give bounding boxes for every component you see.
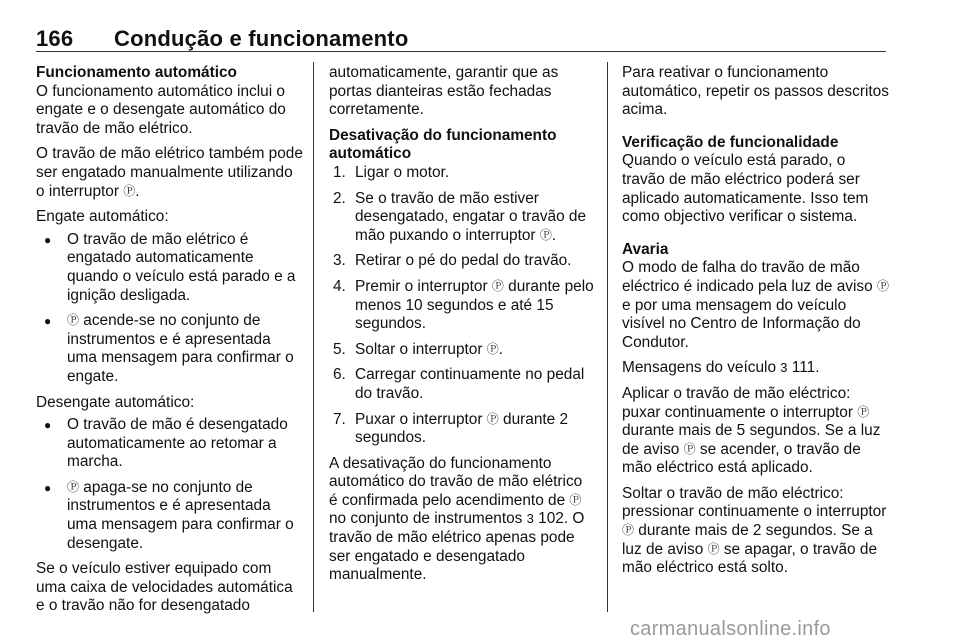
paragraph: automaticamente, garantir que as portas dianteiras estão fechadas corretamente. bbox=[329, 64, 559, 119]
bullet-list bbox=[36, 231, 304, 387]
text: Ligar o motor. bbox=[355, 163, 450, 181]
section-heading: Avaria bbox=[622, 240, 669, 258]
paragraph: O funcionamento automático inclui o engate e o desengate automático do travão de mão elétrico. bbox=[36, 82, 286, 137]
text: durante mais de 5 segundos. Se a luz de aviso bbox=[622, 422, 881, 458]
text: Soltar o interruptor bbox=[355, 340, 487, 358]
step-number: 5. bbox=[333, 340, 346, 358]
step-number: 4. bbox=[333, 277, 346, 295]
list-item bbox=[329, 190, 595, 246]
paragraph: Quando o veículo está parado, o travão de mão eléctrico poderá ser aplicado automaticamente. Isso tem como objectivo verificar o sistema. bbox=[622, 152, 869, 226]
column-divider-2 bbox=[607, 62, 608, 612]
text: e por uma mensagem do veículo visível no Centro de Informação do Condutor. bbox=[622, 296, 861, 351]
text: O modo de falha do travão de mão eléctrico é indicado pela luz de aviso bbox=[622, 259, 877, 295]
list-item bbox=[329, 341, 595, 360]
park-brake-lamp-icon: Ⓟ bbox=[683, 441, 696, 456]
step-number: 6. bbox=[333, 366, 346, 384]
park-brake-icon: Ⓟ bbox=[123, 183, 136, 198]
list-item bbox=[329, 164, 595, 183]
page-number: 166 bbox=[36, 26, 74, 51]
watermark: carmanualsonline.info bbox=[630, 618, 831, 640]
text: acende-se no conjunto de instrumentos e é apresentada uma mensagem para confirmar o engate. bbox=[67, 312, 294, 385]
text: durante mais de 2 segundos. Se a luz de aviso bbox=[622, 522, 873, 558]
list-item bbox=[36, 479, 304, 553]
paragraph bbox=[36, 145, 304, 201]
page-title: Condução e funcionamento bbox=[114, 26, 409, 51]
text: durante pelo menos 10 segundos e até 15 segundos. bbox=[355, 277, 594, 333]
text: Carregar continuamente no pedal do travão. bbox=[355, 366, 585, 402]
step-number: 3. bbox=[333, 252, 346, 270]
list-item bbox=[36, 312, 304, 386]
text: Se o travão de mão estiver desengatado, engatar o travão de mão puxando o interruptor bbox=[355, 189, 587, 244]
step-number: 2. bbox=[333, 189, 346, 207]
text: Mensagens do veículo bbox=[622, 359, 781, 377]
text: se apagar, o travão de mão eléctrico está solto. bbox=[622, 540, 878, 577]
list-item: ● O travão de mão elétrico é engatado automaticamente quando o veículo está parado e a ignição desligada. bbox=[36, 231, 304, 305]
text: Soltar o travão de mão eléctrico: pressionar continuamente o interruptor bbox=[622, 484, 887, 521]
list-item bbox=[329, 366, 595, 403]
park-brake-icon: Ⓟ bbox=[539, 227, 552, 242]
text: . bbox=[551, 226, 557, 244]
paragraph bbox=[622, 485, 890, 578]
page-header bbox=[36, 26, 408, 52]
page-ref-arrow-icon: 3 bbox=[780, 360, 788, 376]
page-ref[interactable]: 102 bbox=[538, 510, 564, 528]
park-brake-icon: Ⓟ bbox=[491, 278, 504, 293]
park-brake-icon: Ⓟ bbox=[486, 341, 499, 356]
paragraph bbox=[622, 385, 890, 478]
section-heading: Verificação de funcionalidade bbox=[622, 133, 839, 151]
text: . bbox=[815, 359, 820, 377]
park-brake-lamp-icon: Ⓟ bbox=[707, 541, 720, 556]
page-ref[interactable]: 111 bbox=[791, 359, 816, 377]
text: no conjunto de instrumentos bbox=[329, 510, 527, 528]
text: O travão de mão elétrico também pode ser engatado manualmente utilizando o interruptor bbox=[36, 145, 303, 200]
park-brake-icon: Ⓟ bbox=[486, 411, 499, 426]
text: . bbox=[498, 340, 504, 358]
column-1 bbox=[36, 64, 304, 623]
list-item bbox=[329, 252, 595, 271]
text: Retirar o pé do pedal do travão. bbox=[355, 252, 572, 270]
list-item: ● O travão de mão é desengatado automaticamente ao retomar a marcha. bbox=[36, 416, 304, 472]
text: Premir o interruptor bbox=[355, 277, 492, 295]
column-divider-1 bbox=[313, 62, 314, 612]
park-brake-icon: Ⓟ bbox=[622, 523, 635, 538]
text: durante 2 segundos. bbox=[355, 410, 569, 447]
park-brake-lamp-icon: Ⓟ bbox=[67, 479, 80, 494]
park-brake-lamp-icon: Ⓟ bbox=[67, 313, 80, 328]
auto-off-lamp-icon: Ⓟ bbox=[569, 492, 582, 507]
text: se acender, o travão de mão eléctrico está aplicado. bbox=[622, 440, 861, 477]
list-item bbox=[329, 278, 595, 334]
list-item bbox=[329, 411, 595, 448]
text: . O travão de mão elétrico apenas pode ser engatado e desengatado manualmente. bbox=[329, 510, 585, 584]
step-number: 1. bbox=[333, 163, 346, 181]
numbered-list bbox=[329, 164, 595, 448]
text: apaga-se no conjunto de instrumentos e é apresentada uma mensagem para confirmar o desengate. bbox=[67, 478, 294, 552]
paragraph: Para reativar o funcionamento automático, repetir os passos descritos acima. bbox=[622, 64, 889, 119]
text: Puxar o interruptor bbox=[355, 410, 487, 428]
bullet-list bbox=[36, 416, 304, 553]
section-heading: Desativação do funcionamento automático bbox=[329, 126, 557, 163]
column-3 bbox=[622, 64, 890, 585]
section-heading: Funcionamento automático bbox=[36, 64, 237, 81]
paragraph bbox=[622, 359, 890, 378]
text: A desativação do funcionamento automático do travão de mão elétrico é confirmada pelo acendimento de bbox=[329, 454, 583, 509]
text: . bbox=[135, 182, 140, 200]
paragraph bbox=[622, 259, 890, 352]
paragraph: Engate automático: bbox=[36, 208, 169, 226]
text: Aplicar o travão de mão eléctrico: puxar continuamente o interruptor bbox=[622, 384, 858, 421]
warning-lamp-icon: Ⓟ bbox=[876, 278, 889, 293]
page-ref-arrow-icon: 3 bbox=[526, 511, 534, 527]
header-rule bbox=[36, 51, 886, 52]
paragraph: Se o veículo estiver equipado com uma caixa de velocidades automática e o travão não for desengatado bbox=[36, 560, 293, 615]
column-2 bbox=[329, 64, 595, 592]
step-number: 7. bbox=[333, 410, 346, 428]
paragraph: Desengate automático: bbox=[36, 393, 195, 411]
paragraph bbox=[329, 455, 595, 585]
park-brake-icon: Ⓟ bbox=[857, 404, 870, 419]
